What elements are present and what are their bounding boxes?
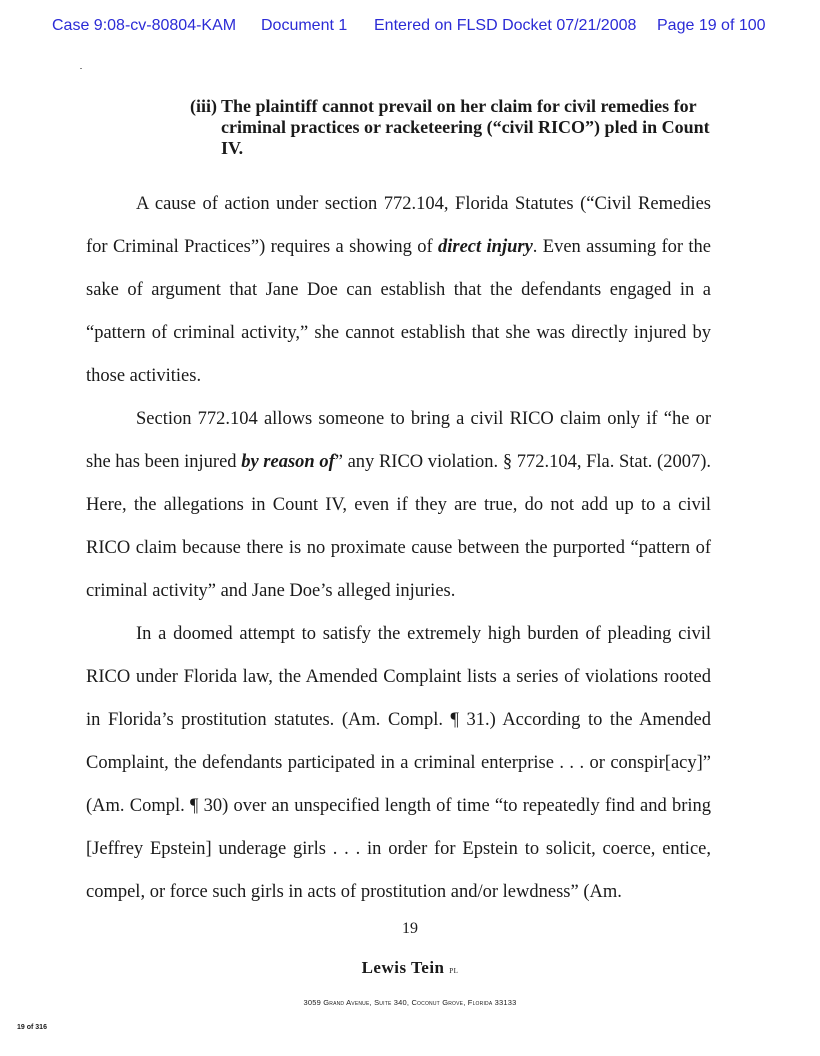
- docket-entry-date: Entered on FLSD Docket 07/21/2008: [374, 17, 637, 34]
- text-run: ” any RICO violation. § 772.104, Fla. Stat. (2007). Here, the allegations in Count IV, even if they are true, do not add up to a civil RICO claim because there is no proximate cause between the purported “pattern of criminal activity” and Jane Doe’s alleged injuries.: [86, 452, 711, 601]
- paragraph: [86, 183, 711, 398]
- firm-address: 3059 Grand Avenue, Suite 340, Coconut Grove, Florida 33133: [303, 998, 517, 1007]
- firm-name: Lewis Tein: [361, 958, 445, 977]
- heading-number: (iii): [190, 96, 217, 116]
- page-number: 19: [402, 920, 418, 937]
- text-run: In a doomed attempt to satisfy the extremely high burden of pleading civil RICO under Florida law, the Amended Complaint lists a series of violations rooted in Florida’s prostitution statutes. (Am. Compl. ¶ 31.) According to the Amended Complaint, the defendants participated in a criminal enterprise . . . or conspir[acy]” (Am. Compl. ¶ 30) over an unspecified length of time “to repeatedly find and bring [Jeffrey Epstein] underage girls . . . in order for Epstein to solicit, coerce, entice, compel, or force such girls in acts of prostitution and/or lewdness” (Am.: [86, 624, 711, 902]
- text-run: . Even assuming for the sake of argument that Jane Doe can establish that the defendants engaged in a “pattern of criminal activity,” she cannot establish that she was directly injured by those activities.: [86, 237, 711, 386]
- case-number: Case 9:08-cv-80804-KAM: [52, 17, 237, 34]
- text-run: A cause of action under section 772.104, Florida Statutes (“Civil Remedies for Criminal Practices”) requires a showing of: [86, 194, 711, 257]
- paragraph: [86, 613, 711, 914]
- scan-speck: [80, 68, 82, 69]
- firm-suffix: PL: [449, 967, 459, 975]
- paragraph: [86, 398, 711, 613]
- firm-logo: [0, 958, 820, 978]
- pdf-page-counter: 19 of 316: [17, 1024, 47, 1031]
- text-run: Section 772.104 allows someone to bring a civil RICO claim only if “he or she has been injured: [86, 409, 711, 472]
- docket-page-number: Page 19 of 100: [657, 17, 766, 34]
- body-text: [86, 183, 711, 914]
- heading-text: The plaintiff cannot prevail on her claim for civil remedies for criminal practices or racketeering (“civil RICO”) pled in Count IV.: [221, 96, 710, 158]
- section-heading: [190, 96, 730, 159]
- emphasis-text: direct injury: [438, 237, 533, 257]
- emphasis-text: by reason of: [241, 452, 335, 472]
- document-number: Document 1: [261, 17, 348, 34]
